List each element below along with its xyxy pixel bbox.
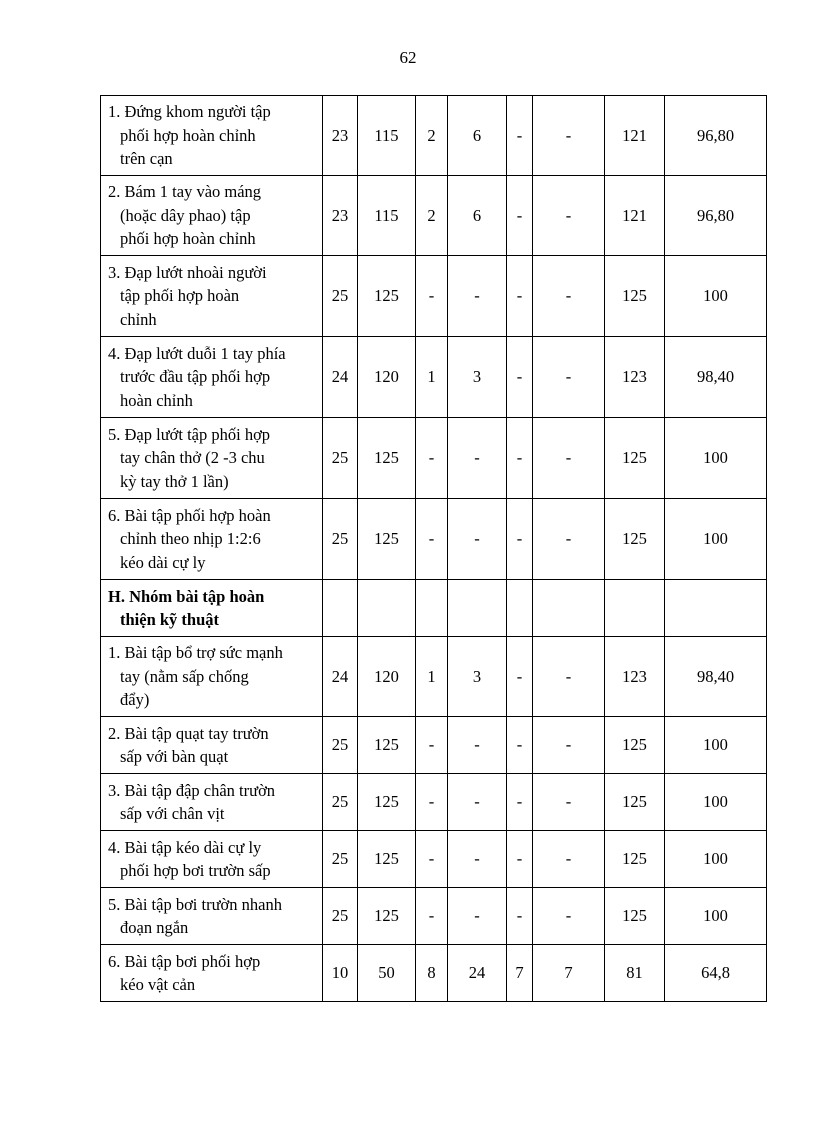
value-cell: - bbox=[533, 831, 605, 888]
value-cell: 100 bbox=[665, 774, 767, 831]
value-cell: - bbox=[507, 774, 533, 831]
value-cell: 123 bbox=[605, 637, 665, 717]
exercise-name-line: 5. Bài tập bơi trườn nhanh bbox=[108, 894, 282, 914]
value-cell: 25 bbox=[323, 717, 358, 774]
value-cell: 125 bbox=[358, 418, 416, 499]
exercise-name-line: 2. Bài tập quạt tay trườn bbox=[108, 723, 269, 743]
exercise-name-line: chỉnh bbox=[120, 309, 157, 329]
value-cell bbox=[448, 580, 507, 637]
value-cell: 2 bbox=[416, 176, 448, 256]
value-cell: 100 bbox=[665, 256, 767, 337]
exercise-name-cell bbox=[101, 337, 323, 418]
value-cell: - bbox=[448, 774, 507, 831]
value-cell: 1 bbox=[416, 637, 448, 717]
value-cell: 125 bbox=[605, 888, 665, 945]
exercise-name-line: đẩy) bbox=[120, 690, 150, 710]
value-cell: - bbox=[416, 888, 448, 945]
value-cell: 125 bbox=[605, 717, 665, 774]
value-cell: - bbox=[507, 337, 533, 418]
exercise-name-line: phối hợp bơi trườn sấp bbox=[120, 861, 271, 880]
exercise-name-cell bbox=[101, 888, 323, 945]
value-cell: 125 bbox=[358, 499, 416, 580]
exercise-name-cell bbox=[101, 499, 323, 580]
value-cell: 115 bbox=[358, 176, 416, 256]
exercise-name-line: sấp với chân vịt bbox=[120, 804, 225, 823]
table-row bbox=[101, 717, 767, 774]
value-cell: - bbox=[533, 176, 605, 256]
value-cell: - bbox=[533, 337, 605, 418]
value-cell: 23 bbox=[323, 96, 358, 176]
exercise-name-cell bbox=[101, 831, 323, 888]
value-cell: 50 bbox=[358, 945, 416, 1002]
value-cell: 24 bbox=[323, 637, 358, 717]
value-cell: 100 bbox=[665, 831, 767, 888]
value-cell: 25 bbox=[323, 418, 358, 499]
value-cell: - bbox=[416, 499, 448, 580]
exercise-name-line: kéo vật cản bbox=[120, 975, 196, 994]
value-cell: 121 bbox=[605, 176, 665, 256]
value-cell bbox=[323, 580, 358, 637]
value-cell: 6 bbox=[448, 176, 507, 256]
value-cell: 7 bbox=[533, 945, 605, 1002]
exercise-name-line: kỳ tay thở 1 lần) bbox=[120, 471, 229, 491]
exercise-name-cell bbox=[101, 774, 323, 831]
value-cell: 25 bbox=[323, 831, 358, 888]
value-cell: - bbox=[416, 831, 448, 888]
exercise-name-line: H. Nhóm bài tập hoàn bbox=[108, 586, 265, 606]
value-cell: - bbox=[507, 256, 533, 337]
value-cell: 7 bbox=[507, 945, 533, 1002]
value-cell: 100 bbox=[665, 418, 767, 499]
exercise-name-line: 4. Đạp lướt duỗi 1 tay phía bbox=[108, 343, 286, 363]
exercise-name-line: chỉnh theo nhịp 1:2:6 bbox=[120, 529, 261, 549]
page-number: 62 bbox=[399, 48, 417, 67]
value-cell: 125 bbox=[358, 256, 416, 337]
exercise-name-line: tay (nằm sấp chống bbox=[120, 666, 249, 686]
value-cell: - bbox=[533, 888, 605, 945]
value-cell bbox=[665, 580, 767, 637]
value-cell: - bbox=[507, 717, 533, 774]
exercise-name-line: sấp với bàn quạt bbox=[120, 747, 229, 766]
exercise-name-line: 5. Đạp lướt tập phối hợp bbox=[108, 424, 271, 444]
table-row bbox=[101, 176, 767, 256]
exercise-name-line: trên cạn bbox=[120, 149, 173, 169]
exercise-name-line: 1. Đứng khom người tập bbox=[108, 102, 271, 122]
exercise-name-line: hoàn chỉnh bbox=[120, 390, 193, 410]
value-cell: 25 bbox=[323, 499, 358, 580]
table-row bbox=[101, 418, 767, 499]
exercise-name-line: kéo dài cự ly bbox=[120, 552, 206, 572]
exercise-name-cell bbox=[101, 418, 323, 499]
value-cell: 3 bbox=[448, 637, 507, 717]
exercise-name-cell bbox=[101, 256, 323, 337]
value-cell: 2 bbox=[416, 96, 448, 176]
value-cell: - bbox=[416, 717, 448, 774]
table-row bbox=[101, 337, 767, 418]
value-cell: 98,40 bbox=[665, 337, 767, 418]
exercise-name-line: 3. Bài tập đập chân trườn bbox=[108, 780, 276, 800]
exercise-name-cell bbox=[101, 945, 323, 1002]
table-row bbox=[101, 637, 767, 717]
exercise-name-cell bbox=[101, 176, 323, 256]
value-cell: 125 bbox=[605, 256, 665, 337]
exercise-name-line: 6. Bài tập phối hợp hoàn bbox=[108, 505, 271, 525]
value-cell: 25 bbox=[323, 256, 358, 337]
exercise-name-cell bbox=[101, 580, 323, 637]
value-cell: - bbox=[507, 499, 533, 580]
value-cell: 81 bbox=[605, 945, 665, 1002]
exercise-name-line: tay chân thở (2 -3 chu bbox=[120, 448, 265, 468]
value-cell: - bbox=[533, 717, 605, 774]
value-cell: 125 bbox=[358, 831, 416, 888]
value-cell: - bbox=[533, 256, 605, 337]
value-cell: 96,80 bbox=[665, 96, 767, 176]
value-cell: - bbox=[533, 418, 605, 499]
value-cell: - bbox=[448, 888, 507, 945]
value-cell: - bbox=[448, 717, 507, 774]
exercise-name-line: 1. Bài tập bổ trợ sức mạnh bbox=[108, 643, 283, 663]
value-cell: 3 bbox=[448, 337, 507, 418]
value-cell: 25 bbox=[323, 774, 358, 831]
exercise-name-line: đoạn ngắn bbox=[120, 918, 189, 937]
value-cell: 125 bbox=[358, 774, 416, 831]
value-cell bbox=[605, 580, 665, 637]
value-cell: 121 bbox=[605, 96, 665, 176]
exercise-results-table bbox=[100, 95, 767, 1002]
value-cell bbox=[507, 580, 533, 637]
value-cell: 125 bbox=[358, 888, 416, 945]
value-cell bbox=[358, 580, 416, 637]
group-header-row bbox=[101, 580, 767, 637]
exercise-name-line: thiện kỹ thuật bbox=[120, 610, 220, 629]
value-cell: - bbox=[533, 499, 605, 580]
table-body bbox=[101, 96, 767, 1002]
value-cell: - bbox=[533, 774, 605, 831]
exercise-name-line: 4. Bài tập kéo dài cự ly bbox=[108, 837, 262, 857]
exercise-name-line: phối hợp hoàn chỉnh bbox=[120, 125, 256, 145]
table-row bbox=[101, 888, 767, 945]
value-cell: 123 bbox=[605, 337, 665, 418]
value-cell: - bbox=[507, 96, 533, 176]
value-cell: - bbox=[448, 418, 507, 499]
value-cell: 125 bbox=[605, 774, 665, 831]
value-cell: 125 bbox=[605, 418, 665, 499]
value-cell: 120 bbox=[358, 337, 416, 418]
value-cell: 115 bbox=[358, 96, 416, 176]
value-cell: - bbox=[507, 831, 533, 888]
value-cell: 98,40 bbox=[665, 637, 767, 717]
value-cell: 64,8 bbox=[665, 945, 767, 1002]
value-cell: 6 bbox=[448, 96, 507, 176]
value-cell: - bbox=[533, 96, 605, 176]
table-row bbox=[101, 256, 767, 337]
exercise-name-cell bbox=[101, 717, 323, 774]
exercise-name-line: 2. Bám 1 tay vào máng bbox=[108, 182, 262, 202]
value-cell: 25 bbox=[323, 888, 358, 945]
exercise-name-line: tập phối hợp hoàn bbox=[120, 286, 240, 306]
table-row bbox=[101, 774, 767, 831]
value-cell: 100 bbox=[665, 499, 767, 580]
value-cell: 1 bbox=[416, 337, 448, 418]
value-cell: 8 bbox=[416, 945, 448, 1002]
value-cell: - bbox=[416, 256, 448, 337]
value-cell: - bbox=[507, 418, 533, 499]
table-row bbox=[101, 499, 767, 580]
table-row bbox=[101, 96, 767, 176]
value-cell: 10 bbox=[323, 945, 358, 1002]
exercise-name-cell bbox=[101, 96, 323, 176]
value-cell: - bbox=[507, 888, 533, 945]
table-row bbox=[101, 945, 767, 1002]
exercise-name-line: phối hợp hoàn chỉnh bbox=[120, 229, 256, 249]
value-cell: - bbox=[416, 418, 448, 499]
value-cell: 125 bbox=[605, 831, 665, 888]
table-row bbox=[101, 831, 767, 888]
value-cell: - bbox=[507, 176, 533, 256]
value-cell: 100 bbox=[665, 717, 767, 774]
value-cell: - bbox=[448, 831, 507, 888]
exercise-name-line: trước đầu tập phối hợp bbox=[120, 367, 271, 387]
value-cell: 125 bbox=[358, 717, 416, 774]
exercise-name-line: (hoặc dây phao) tập bbox=[120, 205, 251, 225]
exercise-name-line: 3. Đạp lướt nhoài người bbox=[108, 262, 267, 282]
value-cell: 23 bbox=[323, 176, 358, 256]
value-cell: - bbox=[448, 499, 507, 580]
value-cell: 24 bbox=[323, 337, 358, 418]
value-cell: - bbox=[416, 774, 448, 831]
value-cell: 120 bbox=[358, 637, 416, 717]
value-cell: 100 bbox=[665, 888, 767, 945]
value-cell: 96,80 bbox=[665, 176, 767, 256]
value-cell: - bbox=[533, 637, 605, 717]
value-cell: - bbox=[448, 256, 507, 337]
value-cell: - bbox=[507, 637, 533, 717]
value-cell bbox=[533, 580, 605, 637]
exercise-name-line: 6. Bài tập bơi phối hợp bbox=[108, 951, 261, 971]
exercise-name-cell bbox=[101, 637, 323, 717]
value-cell: 24 bbox=[448, 945, 507, 1002]
value-cell bbox=[416, 580, 448, 637]
value-cell: 125 bbox=[605, 499, 665, 580]
